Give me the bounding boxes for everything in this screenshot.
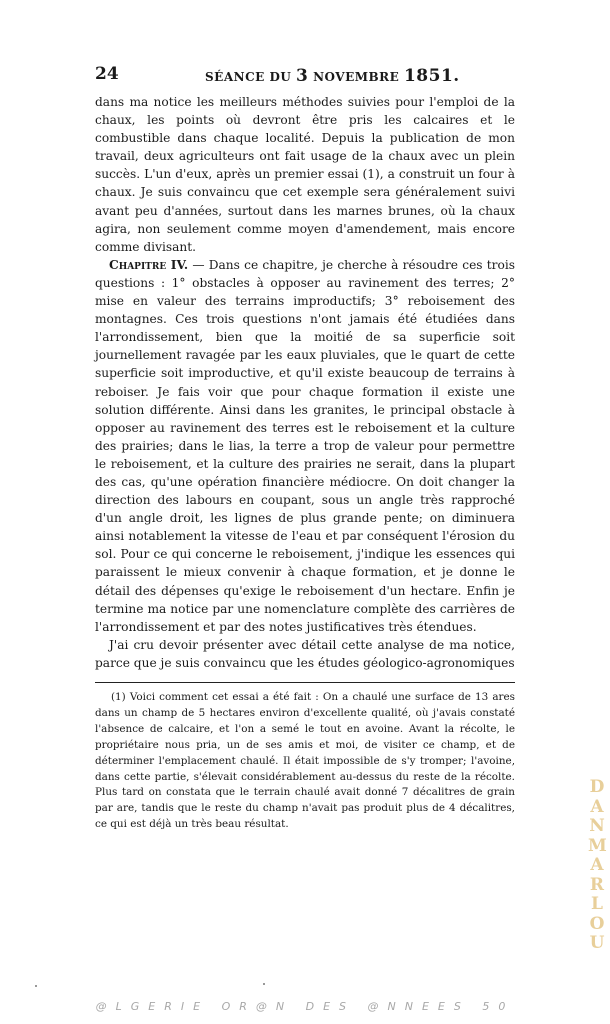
page-number: 24 (95, 64, 119, 84)
running-head-day: 3 (296, 66, 309, 86)
side-watermark-letter: A (590, 855, 604, 875)
side-watermark-letter: M (588, 835, 607, 856)
body-text (95, 93, 515, 672)
running-head-year: 1851. (403, 66, 460, 86)
footnote-rule (95, 682, 515, 683)
scan-speck (263, 983, 265, 985)
side-watermark-letter: N (589, 816, 605, 836)
footnote (95, 690, 515, 833)
scan-speck (35, 985, 37, 987)
running-head-month: NOVEMBRE (313, 70, 400, 84)
running-head-prefix: SÉANCE DU (205, 70, 292, 84)
side-watermark-letter: D (589, 777, 605, 797)
bottom-watermark: @LGERIE OR@N DES @NNEES 50 (95, 1000, 515, 1013)
chapter-label: Chapitre IV. (109, 257, 189, 272)
paragraph-2 (95, 256, 515, 636)
side-watermark-letter: R (589, 874, 605, 895)
footnote-text: (1) Voici comment cet essai a été fait : On a chaulé une surface de 13 ares dans un champ de 5 hectares environ d'excellente qualité, où j'avais constaté l'absence de calcaire, et l'on a semé le tout en avoine. Avant la récolte, le propriétaire nous pria, un de ses amis et moi, de visiter ce champ, et de déterminer l'emplacement chaulé. Il était impossible de s'y tromper; l'avoine, dans cette partie, s'élevait considérablement au-dessus du reste de la récolte. Plus tard on constata que le terrain chaulé avait donné 7 décalitres de grain par are, tandis que le reste du champ n'avait pas produit plus de 4 décalitres, ce qui est déjà un très beau résultat. (95, 691, 515, 831)
side-watermark-letter: A (590, 796, 604, 817)
paragraph-2-text: — Dans ce chapitre, je cherche à résoudre ces trois questions : 1° obstacles à opposer au ravinement des terres; 2° mise en valeur des terrains improductifs; 3° reboisement des montagnes. Ces trois questions n'ont jamais été étudiées dans l'arrondissement, bien que la moitié de sa superficie soit journellement ravagée par les eaux pluviales, que le quart de cette superficie soit improductive, et qu'il existe beaucoup de terrains à reboiser. Je fais voir que pour chaque formation il existe une solution différente. Ainsi dans les granites, le principal obstacle à opposer au ravinement des terres est le reboisement et la culture des prairies; dans le lias, la terre a trop de valeur pour permettre le reboisement, et la culture des prairies ne serait, dans la plupart des cas, qu'une opération financière médiocre. On doit changer la direction des labours en coupant, sous un angle très rapproché d'un angle droit, les lignes de plus grande pente; on diminuera ainsi notablement la vitesse de l'eau et par conséquent l'érosion du sol. Pour ce qui concerne le reboisement, j'indique les essences qui paraissent le mieux convenir à chaque formation, et je donne le détail des dépenses qu'exige le reboisement d'un hectare. Enfin je termine ma notice par une nomenclature complète des carrières de l'arrondissement et par des notes justificatives très étendues. (95, 257, 515, 634)
side-watermark-letter: O (589, 913, 605, 934)
paragraph-3: J'ai cru devoir présenter avec détail cette analyse de ma notice, parce que je suis convaincu que les études géologico-agronomiques (95, 637, 515, 670)
side-watermark-letter: U (589, 933, 605, 953)
running-head (205, 66, 460, 86)
side-watermark-letter: L (591, 894, 603, 914)
side-watermark (588, 778, 606, 954)
paragraph-1: dans ma notice les meilleurs méthodes suivies pour l'emploi de la chaux, les points où devront être pris les calcaires et le combustible dans chaque localité. Depuis la publication de mon travail, deux agriculteurs ont fait usage de la chaux avec un plein succès. L'un d'eux, après un premier essai (1), a construit un four à chaux. Je suis convaincu que cet exemple sera généralement suivi avant peu d'années, surtout dans les marnes brunes, où la chaux agira, non seulement comme moyen d'amendement, mais encore comme divisant. (95, 95, 515, 254)
